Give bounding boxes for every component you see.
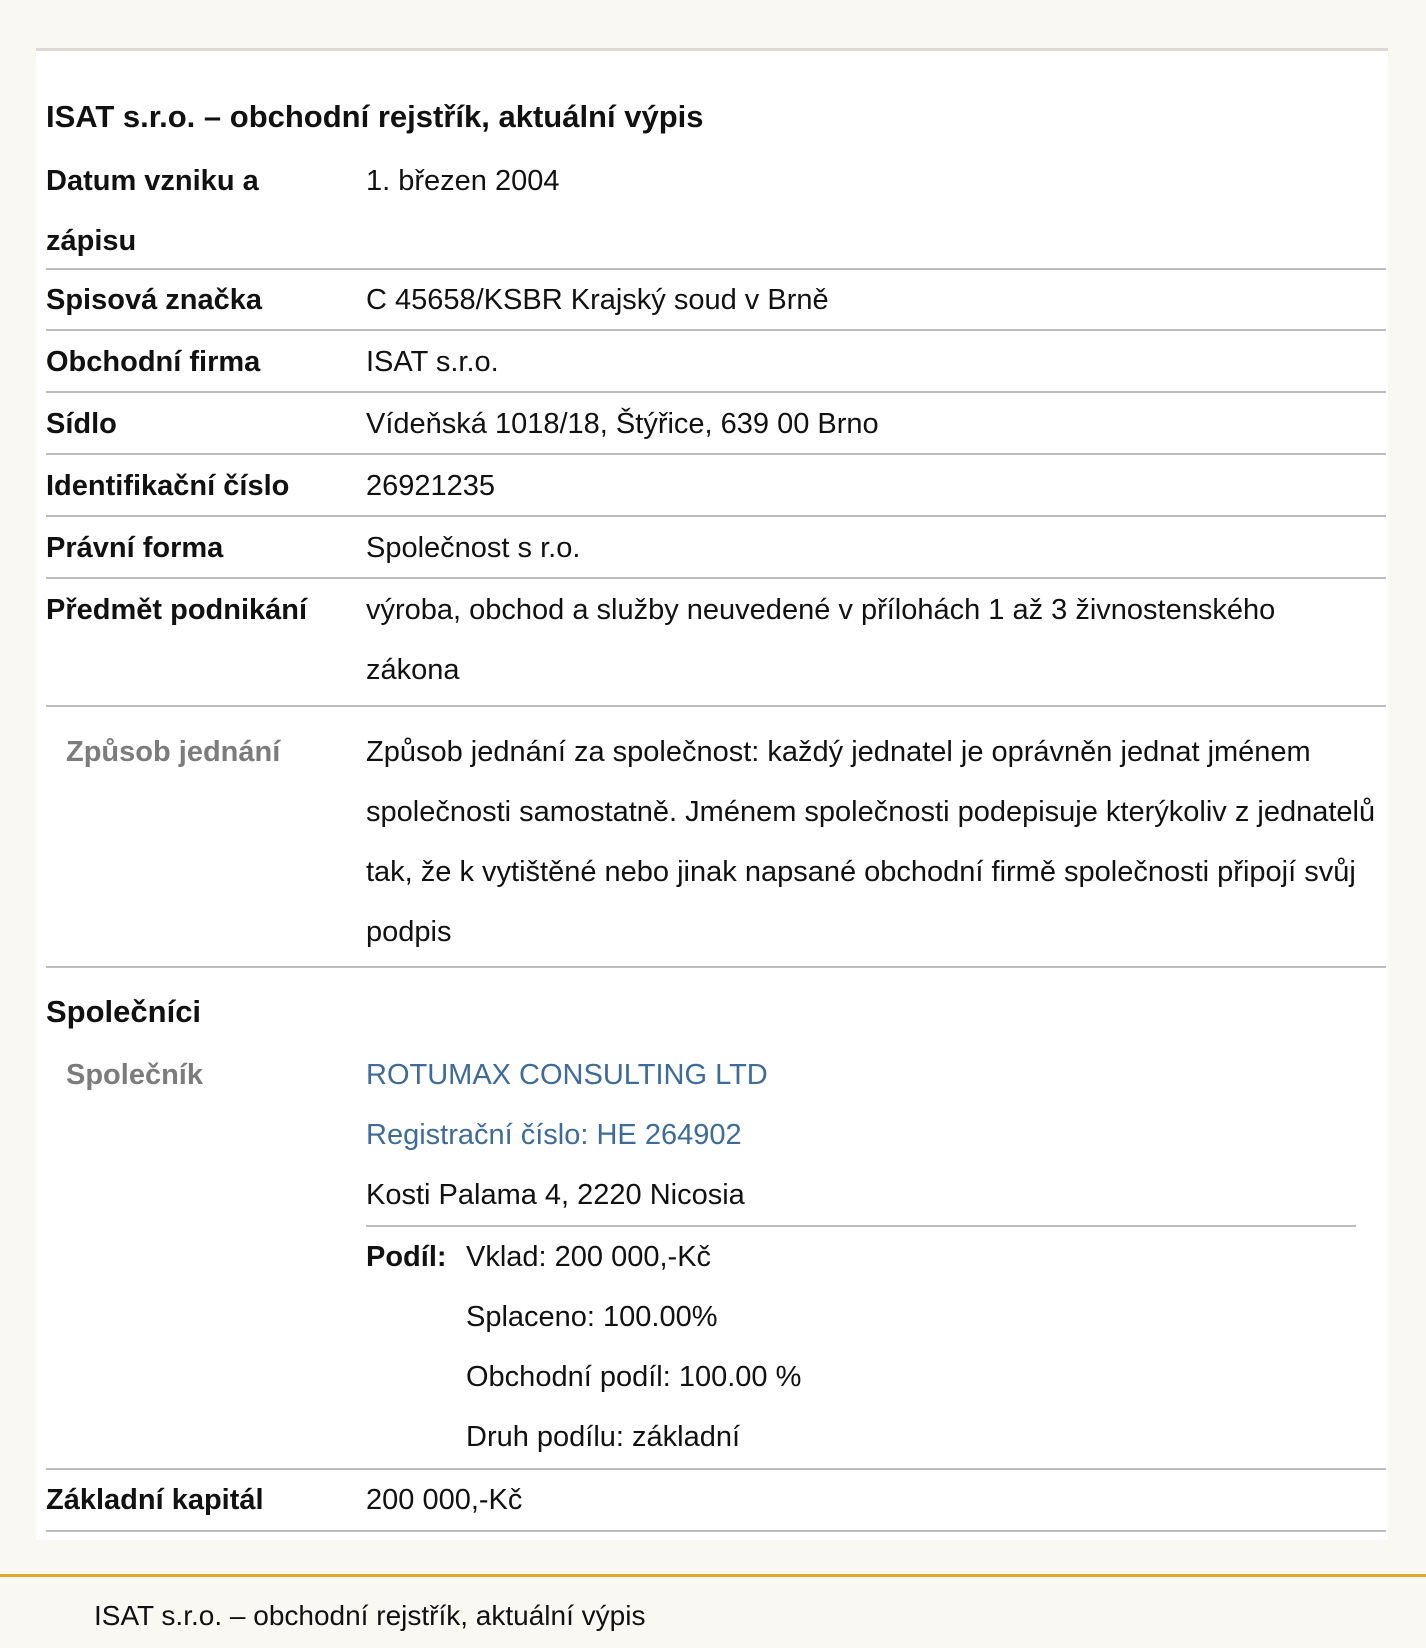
podil-splaceno: Splaceno: 100.00% [466,1301,718,1333]
row-obchodni-firma [46,332,1386,393]
row-spisova-znacka [46,270,1386,331]
row-label: Spisová značka [46,284,262,316]
row-value: 200 000,-Kč [366,1484,523,1516]
page-title: ISAT s.r.o. – obchodní rejstřík, aktuální výpis [46,99,704,134]
partner-address: Kosti Palama 4, 2220 Nicosia [366,1179,745,1211]
row-label: Základní kapitál [46,1484,264,1516]
row-label: Právní forma [46,532,224,564]
row-datum-vzniku [46,151,1386,270]
partner-name-link[interactable] [366,1045,1376,1105]
row-label: Obchodní firma [46,346,261,378]
row-predmet-podnikani [46,580,1386,707]
row-value: Společnost s r.o. [366,532,581,564]
row-label: Sídlo [46,408,117,440]
row-pravni-forma [46,518,1386,579]
footer-divider [0,1574,1426,1577]
row-value: Způsob jednání za společnost: každý jednatel je oprávněn jednat jménem společnosti samostatně. Jménem společnosti podepisuje kterýkoliv z jednatelů tak, že k vytištěné nebo jinak napsané obchodní firmě společnosti připojí svůj podpis [366,736,1376,948]
row-label: Předmět podnikání [46,594,308,626]
row-value: Vídeňská 1018/18, Štýřice, 639 00 Brno [366,408,879,440]
row-value: C 45658/KSBR Krajský soud v Brně [366,284,829,316]
row-value: ISAT s.r.o. [366,346,499,378]
row-label: Způsob jednání [66,736,281,768]
spolecnici-heading: Společníci [46,994,202,1029]
partner-registration[interactable]: Registrační číslo: HE 264902 [366,1119,742,1151]
row-zakladni-kapital [46,1470,1386,1532]
row-value: výroba, obchod a služby neuvedené v přílohách 1 až 3 živnostenského zákona [366,594,1276,686]
row-value: 1. březen 2004 [366,165,560,197]
partner-name[interactable]: ROTUMAX CONSULTING LTD [366,1059,768,1091]
podil-label: Podíl: [366,1241,447,1273]
row-sidlo [46,394,1386,455]
podil-druh: Druh podílu: základní [466,1421,741,1453]
podil-vklad: Vklad: 200 000,-Kč [466,1241,712,1273]
row-label: Společník [66,1059,203,1091]
row-label: Datum vzniku a zápisu [46,165,259,257]
partner-reg-link[interactable] [366,1105,1376,1165]
row-label: Identifikační číslo [46,470,290,502]
row-identifikacni-cislo [46,456,1386,517]
footer-title: ISAT s.r.o. – obchodní rejstřík, aktuální výpis [94,1600,646,1631]
row-value: 26921235 [366,470,496,502]
podil-obchodni-podil: Obchodní podíl: 100.00 % [466,1361,802,1393]
podil-values [466,1227,801,1467]
row-zpusob-jednani [46,722,1386,968]
